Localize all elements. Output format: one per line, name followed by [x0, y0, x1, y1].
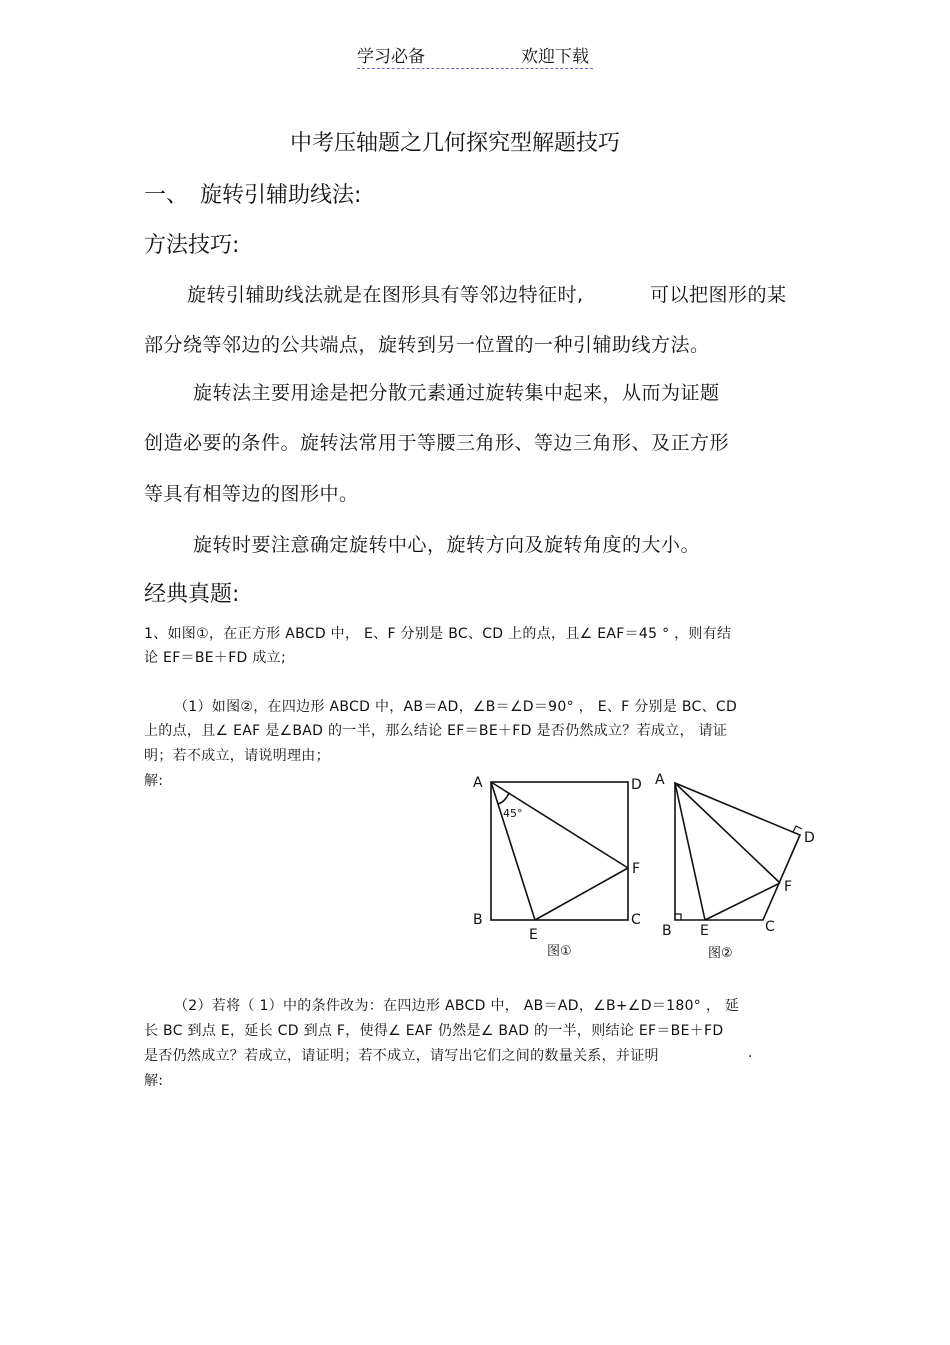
fig2-label-c: C	[765, 919, 775, 935]
part1-line2: 上的点，且∠ EAF 是∠BAD 的一半，那么结论 EF＝BE＋FD 是否仍然成立？若成立， 请证	[144, 723, 728, 739]
square-abcd	[491, 782, 628, 920]
header-right: 欢迎下载	[521, 47, 589, 67]
para1-line1b: 可以把图形的某	[650, 284, 787, 306]
fig1-label-a: A	[473, 775, 483, 791]
part2-line1: （2）若将（ 1）中的条件改为：在四边形 ABCD 中， AB＝AD，∠B+∠D＝180° ， 延	[174, 998, 740, 1014]
para2-line3: 等具有相等边的图形中。	[144, 483, 359, 505]
fig1-label-f: F	[632, 861, 641, 877]
right-angle-b	[675, 914, 681, 920]
para1-line1a: 旋转引辅助线法就是在图形具有等邻边特征时,	[187, 284, 584, 306]
para3: 旋转时要注意确定旋转中心，旋转方向及旋转角度的大小。	[193, 534, 701, 556]
part1-line1: （1）如图②，在四边形 ABCD 中，AB＝AD，∠B＝∠D＝90° ， E、F 分别是 BC、CD	[174, 699, 738, 715]
part2-line3: 是否仍然成立？若成立，请证明；若不成立，请写出它们之间的数量关系，并证明	[144, 1048, 659, 1064]
part1-line3: 明；若不成立，请说明理由；	[144, 748, 330, 764]
method-heading: 方法技巧:	[144, 233, 240, 258]
para1-line2: 部分绕等邻边的公共端点，旋转到另一位置的一种引辅助线方法。	[144, 334, 710, 356]
figure-1	[491, 782, 628, 920]
segment-ef-2	[705, 883, 780, 920]
part2-line2: 长 BC 到点 E，延长 CD 到点 F，使得∠ EAF 仍然是∠ BAD 的一半，则结论 EF＝BE＋FD	[144, 1023, 724, 1039]
segment-ef	[535, 868, 628, 920]
quadrilateral-abcd	[675, 783, 800, 920]
right-angle-d	[793, 826, 802, 832]
page-header	[357, 40, 593, 69]
part2-solution-label: 解:	[144, 1073, 164, 1089]
fig1-label-e: E	[529, 927, 538, 943]
figure-2	[675, 783, 802, 920]
fig2-caption: 图②	[708, 946, 733, 961]
fig2-label-a: A	[655, 772, 665, 788]
fig2-label-b: B	[662, 923, 672, 939]
fig1-angle-label: 45°	[503, 807, 523, 820]
problem1-line1: 1、如图①，在正方形 ABCD 中， E、F 分别是 BC、CD 上的点，且∠ EAF＝45 ° ，则有结	[144, 626, 732, 642]
fig2-label-e: E	[700, 923, 709, 939]
segment-ae	[491, 782, 535, 920]
fig1-label-c: C	[631, 912, 641, 928]
section1-number: 一、	[144, 183, 189, 208]
section1-heading: 旋转引辅助线法:	[200, 183, 362, 208]
part1-solution-label: 解:	[144, 773, 164, 789]
geometry-figures	[465, 765, 825, 965]
fig1-label-b: B	[473, 912, 483, 928]
fig2-label-f: F	[784, 879, 793, 895]
para2-line2: 创造必要的条件。旋转法常用于等腰三角形、等边三角形、及正方形	[144, 432, 730, 454]
fig1-label-d: D	[631, 777, 642, 793]
para2-line1: 旋转法主要用途是把分散元素通过旋转集中起来，从而为证题	[193, 382, 720, 404]
angle-arc	[498, 793, 509, 804]
fig1-caption: 图①	[547, 944, 572, 959]
segment-af	[491, 782, 628, 868]
problem1-line2: 论 EF＝BE＋FD 成立;	[144, 650, 286, 666]
header-left: 学习必备	[357, 47, 425, 67]
segment-af-2	[675, 783, 780, 883]
fig2-label-d: D	[804, 830, 815, 846]
part2-line3-end: .	[748, 1045, 753, 1061]
document-title: 中考压轴题之几何探究型解题技巧	[289, 131, 620, 156]
segment-ae-2	[675, 783, 705, 920]
classic-heading: 经典真题:	[144, 582, 240, 607]
